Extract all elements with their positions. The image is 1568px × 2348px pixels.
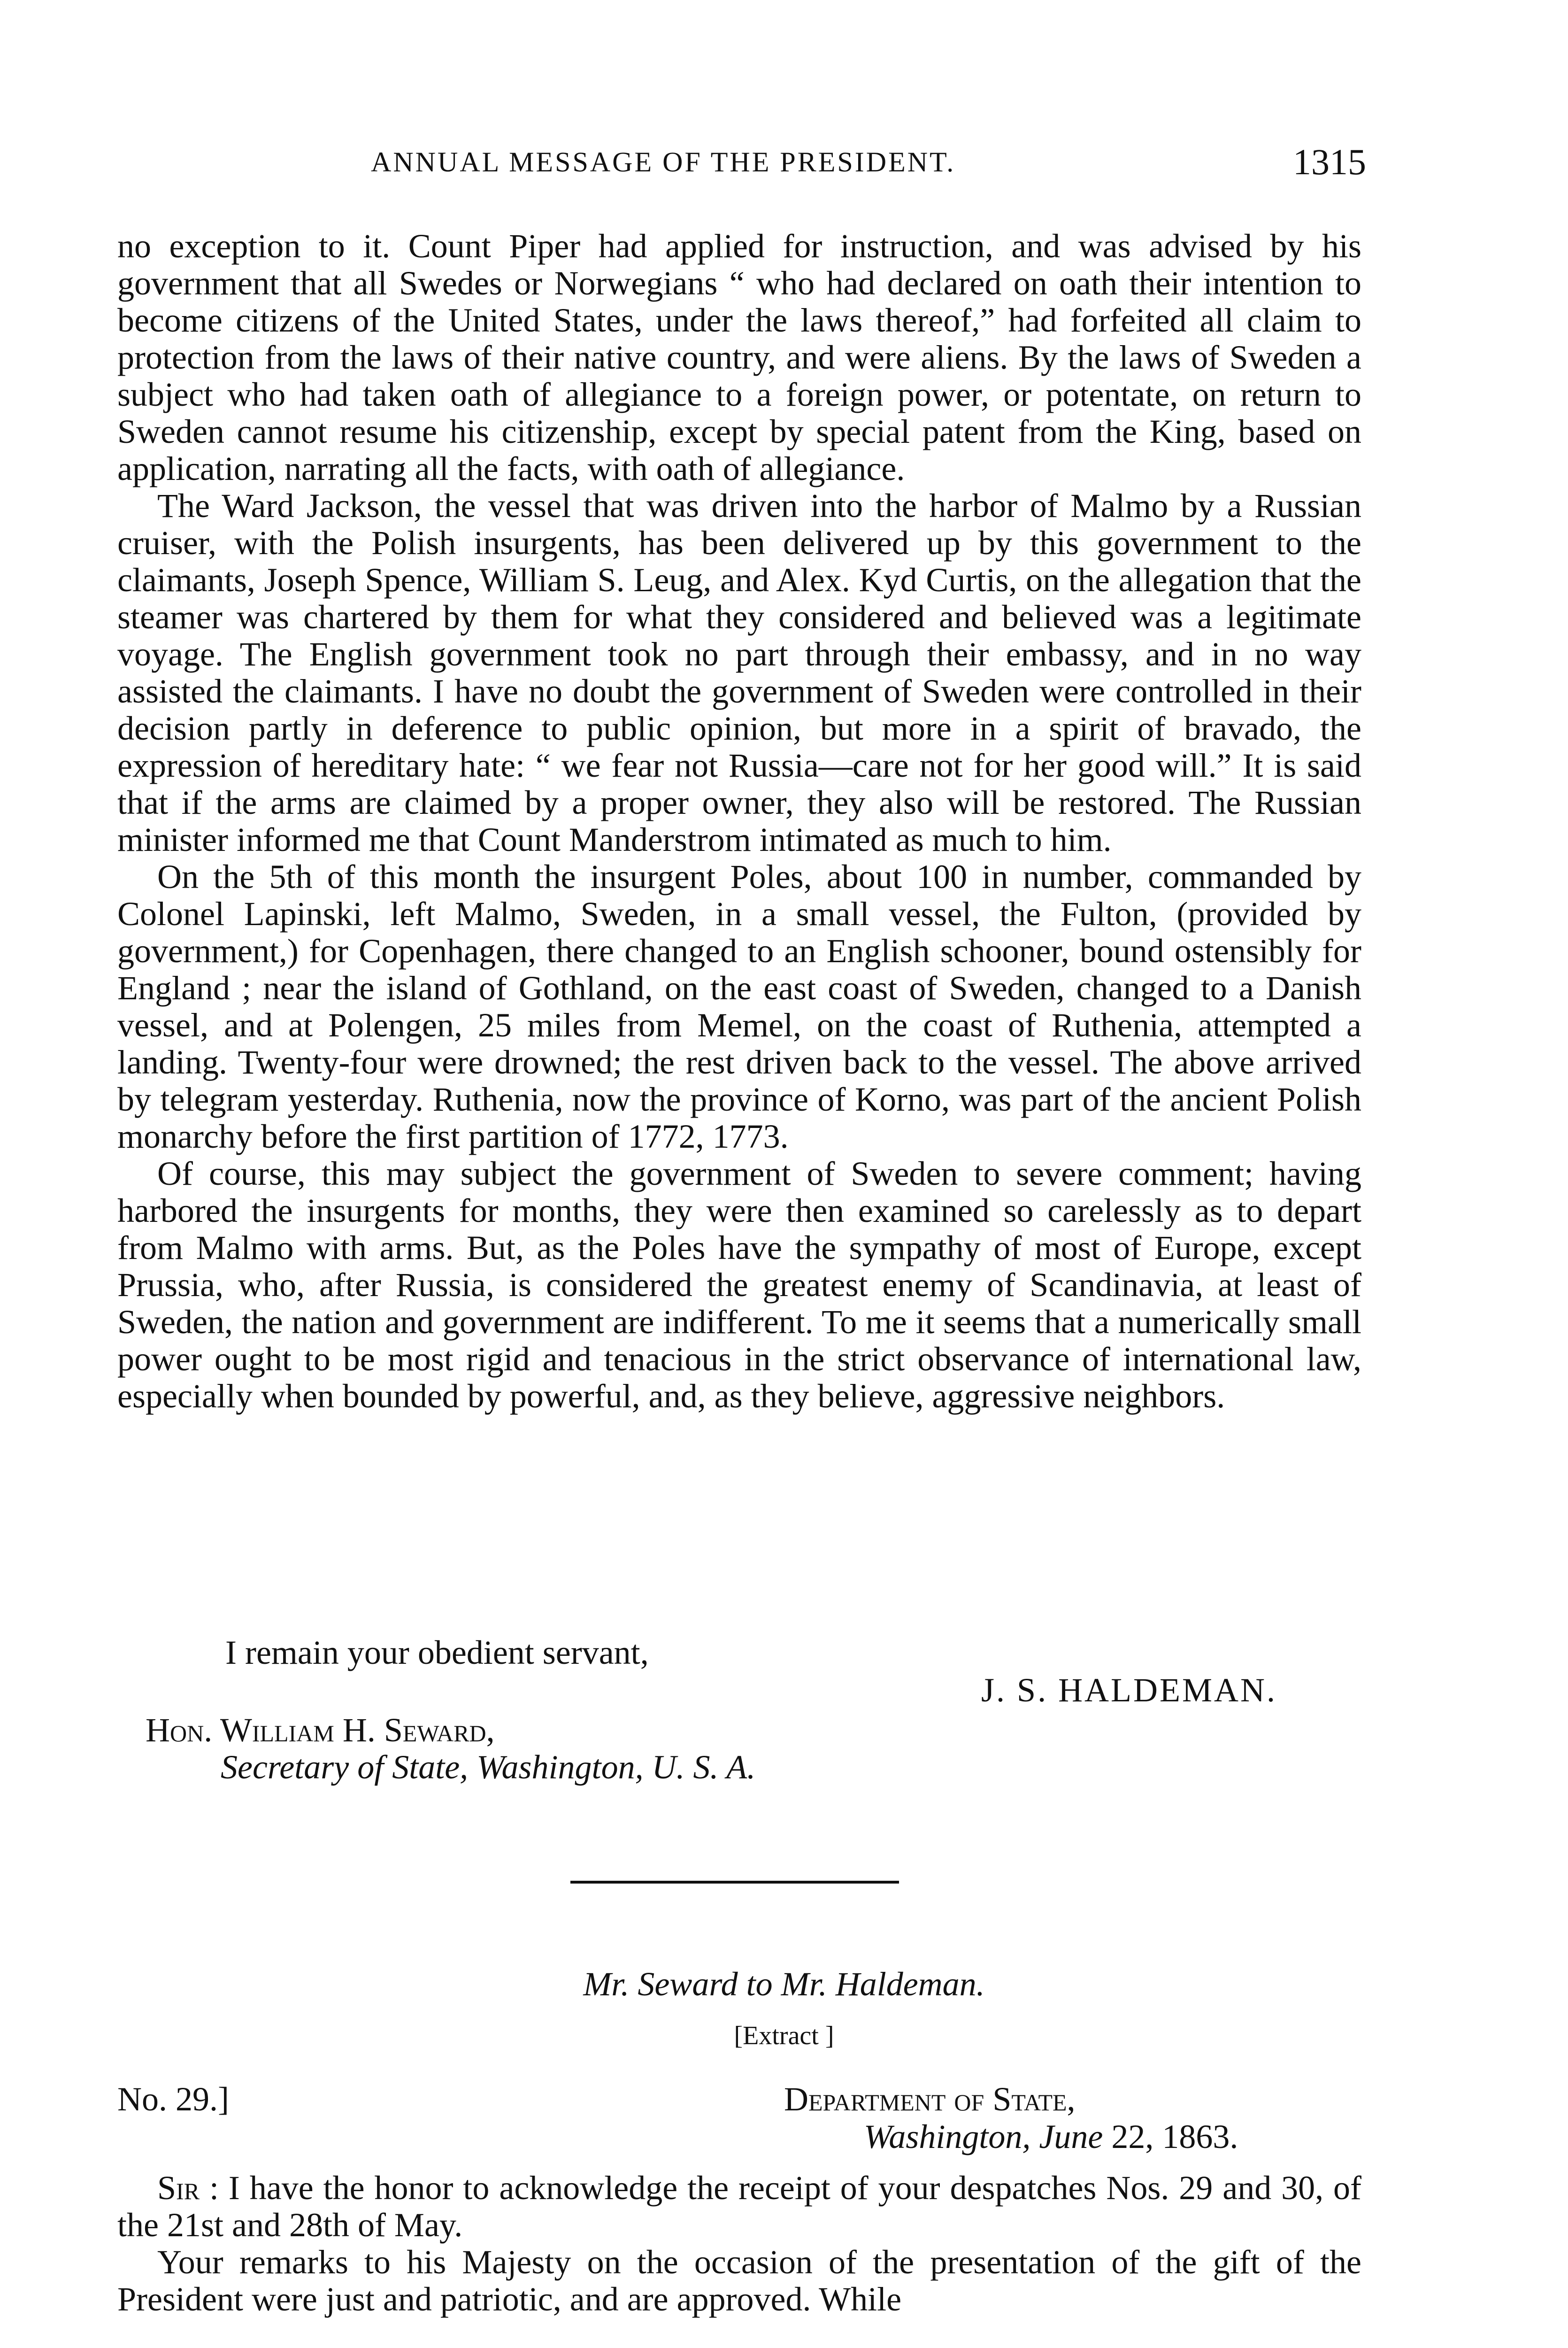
valediction: I remain your obedient servant, xyxy=(225,1634,649,1671)
header-title: ANNUAL MESSAGE OF THE PRESIDENT. xyxy=(371,147,956,178)
paragraph-1: no exception to it. Count Piper had applied for instruction, and was advised by his government that all Swedes or Norwegians “ who had declared on oath their intention to become citizens of the United States, under the laws thereof,” had forfeited all claim to protection from the laws of their native country, and were aliens. By the laws of Sweden a subject who had taken oath of allegiance to a foreign power, or potentate, on return to Sweden cannot resume his citizenship, except by special patent from the King, based on application, narrating all the facts, with oath of allegiance. xyxy=(117,227,1361,487)
next-letter-paragraph-2: Your remarks to his Majesty on the occasion of the presentation of the gift of the President were just and patriotic, and are approved. While xyxy=(117,2243,1361,2318)
salutation: Sir : xyxy=(157,2169,219,2207)
section-divider xyxy=(570,1881,899,1884)
dateline-date: 22, 1863. xyxy=(1103,2118,1238,2155)
next-letter-body xyxy=(117,2170,1361,2318)
letter-body-text xyxy=(117,228,1361,1415)
paragraph-4: Of course, this may subject the government of Sweden to severe comment; having harbored the insurgents for months, they were then examined so carelessly as to depart from Malmo with arms. But, as the Poles have the sympathy of most of Europe, except Prussia, who, after Russia, is considered the greatest enemy of Scandinavia, at least of Sweden, the nation and government are indifferent. To me it seems that a numerically small power ought to be most rigid and tenacious in the strict observance of international law, especially when bounded by powerful, and, as they believe, aggressive neighbors. xyxy=(117,1155,1361,1415)
next-letter-paragraph-1 xyxy=(117,2170,1361,2244)
signature-block xyxy=(117,1634,1361,1799)
letter-number: No. 29.] xyxy=(117,2080,229,2118)
page-number: 1315 xyxy=(1293,141,1366,182)
addressee-title: Secretary of State, Washington, U. S. A. xyxy=(221,1748,756,1786)
department-line: Department of State, xyxy=(784,2080,1076,2118)
paragraph-2: The Ward Jackson, the vessel that was driven into the harbor of Malmo by a Russian cruiser, with the Polish insurgents, has been delivered up by this government to the claimants, Joseph Spence, William S. Leug, and Alex. Kyd Curtis, on the allegation that the steamer was chartered by them for what they considered and believed was a legitimate voyage. The English government took no part through their embassy, and in no way assisted the claimants. I have no doubt the government of Sweden were controlled in their decision partly in deference to public opinion, but more in a spirit of bravado, the expression of hereditary hate: “ we fear not Russia—care not for her good will.” It is said that if the arms are claimed by a proper owner, they also will be restored. The Russian minister informed me that Count Manderstrom intimated as much to him. xyxy=(117,487,1361,858)
running-header xyxy=(117,141,1366,183)
dateline-place: Washington, June xyxy=(864,2118,1103,2155)
next-letter-heading: Mr. Seward to Mr. Haldeman. xyxy=(583,1965,985,2003)
addressee: Hon. William H. Seward, xyxy=(146,1711,495,1749)
signature: J. S. HALDEMAN. xyxy=(981,1671,1277,1709)
dateline xyxy=(864,2118,1238,2155)
extract-note: [Extract ] xyxy=(734,2021,834,2050)
paragraph-3: On the 5th of this month the insurgent Poles, about 100 in number, commanded by Colonel Lapinski, left Malmo, Sweden, in a small vessel, the Fulton, (provided by government,) for Copenhagen, there changed to an English schooner, bound ostensibly for England ; near the island of Gothland, on the east coast of Sweden, changed to a Danish vessel, and at Polengen, 25 miles from Memel, on the coast of Ruthenia, attempted a landing. Twenty-four were drowned; the rest driven back to the vessel. The above arrived by telegram yesterday. Ruthenia, now the province of Korno, was part of the ancient Polish monarchy before the first partition of 1772, 1773. xyxy=(117,858,1361,1155)
next-letter-paragraph-1-text: I have the honor to acknowledge the receipt of your despatches Nos. 29 and 30, of the 21st and 28th of May. xyxy=(117,2169,1362,2244)
